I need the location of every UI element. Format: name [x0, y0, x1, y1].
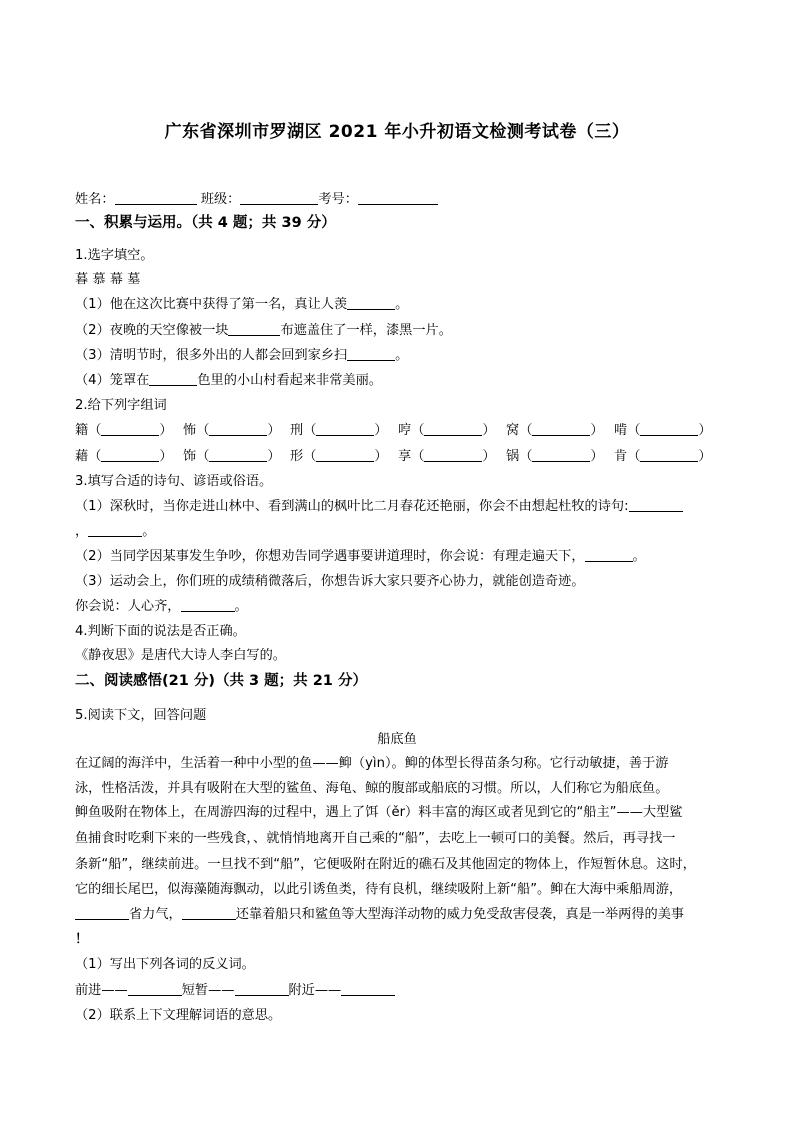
- q2-blank[interactable]: [532, 421, 590, 436]
- q2-blank[interactable]: [532, 447, 590, 462]
- q5-subquestion-2: （2）联系上下文理解词语的意思。: [75, 1008, 282, 1023]
- passage-line: 䲟鱼吸附在物体上，在周游四海的过程中，遇上了饵（ěr）料丰富的海区或者见到它的“船主”——大型鲨: [75, 805, 683, 820]
- name-label: 姓名：: [75, 192, 115, 207]
- q3-item-2: （2）当同学因某事发生争吵，你想劝告同学遇事要讲道理时，你会说：有理走遍天下， 。: [75, 549, 646, 564]
- student-info-line: [75, 190, 438, 210]
- q3-item-3-answer: 你会说：人心齐， 。: [75, 599, 248, 614]
- q2-cell: 啃（ ）: [614, 423, 712, 438]
- section-1-heading: 一、积累与运用。（共 4 题；共 39 分）: [75, 215, 336, 231]
- q2-blank[interactable]: [316, 447, 374, 462]
- q2-blank[interactable]: [209, 447, 267, 462]
- q2-cell: 籍（ ）: [75, 423, 173, 438]
- antonym-blank-1[interactable]: [128, 981, 182, 996]
- q3-stem: 3.填写合适的诗句、谚语或俗语。: [75, 474, 273, 489]
- passage-line: 在辽阔的海洋中，生活着一种中小型的鱼——䲟（yìn）。䲟的体型长得苗条匀称。它行动敏捷，善于游: [75, 756, 669, 771]
- q2-cell: 窝（ ）: [506, 423, 604, 438]
- q2-blank[interactable]: [101, 421, 159, 436]
- passage-line: ！: [75, 932, 89, 947]
- page-title: 广东省深圳市罗湖区 2021 年小升初语文检测考试卷（三）: [164, 122, 630, 142]
- name-blank[interactable]: [115, 190, 197, 205]
- q2-cell: 饰（ ）: [183, 449, 281, 464]
- q1-item-1-blank[interactable]: [347, 295, 395, 310]
- passage-blank-2[interactable]: [182, 905, 236, 920]
- q2-cell: 哼（ ）: [398, 423, 496, 438]
- q2-blank[interactable]: [101, 447, 159, 462]
- q5-subquestion-1: （1）写出下列各词的反义词。: [75, 957, 255, 972]
- q2-blank[interactable]: [316, 421, 374, 436]
- passage-blank-1[interactable]: [75, 905, 129, 920]
- q2-cell: 怖（ ）: [183, 423, 281, 438]
- q2-blank[interactable]: [640, 447, 698, 462]
- q2-blank[interactable]: [424, 447, 482, 462]
- q1-stem: 1.选字填空。: [75, 248, 154, 263]
- q2-cell: 刑（ ）: [290, 423, 388, 438]
- q2-cell: 享（ ）: [398, 449, 496, 464]
- q4-stem: 4.判断下面的说法是否正确。: [75, 624, 246, 639]
- class-blank[interactable]: [240, 190, 318, 205]
- antonym-blank-2[interactable]: [235, 981, 289, 996]
- q3-item-2-blank[interactable]: [585, 547, 633, 562]
- passage-line: 鱼捕食时吃剩下来的一些残食，、就悄悄地离开自己乘的“船”，去吃上一顿可口的美餐。然后，再寻找一: [75, 831, 676, 846]
- q3-item-1: （1）深秋时，当你走进山林中、看到满山的枫叶比二月春花还艳丽，你会不由想起杜牧的诗句:: [75, 497, 683, 517]
- q2-blank[interactable]: [640, 421, 698, 436]
- q3-item-1-cont: ， 。: [75, 524, 156, 539]
- q2-blank[interactable]: [209, 421, 267, 436]
- q2-cell: 形（ ）: [290, 449, 388, 464]
- number-label: 考号：: [318, 192, 358, 207]
- passage-title: 船底鱼: [377, 732, 417, 747]
- antonym-blank-3[interactable]: [341, 981, 395, 996]
- q4-statement: 《静夜思》是唐代大诗人李白写的。: [75, 648, 286, 663]
- q1-item-2-blank[interactable]: [228, 321, 280, 336]
- q1-item-4: （4）笼罩在 色里的小山村看起来非常美丽。: [75, 373, 382, 388]
- q3-item-3: （3）运动会上，你们班的成绩稍微落后，你想告诉大家只要齐心协力，就能创造奇迹。: [75, 574, 585, 589]
- q3-item-3-blank[interactable]: [181, 597, 235, 612]
- q1-item-2: （2）夜晚的天空像被一块 布遮盖住了一样，漆黑一片。: [75, 323, 452, 338]
- class-label: 班级：: [200, 192, 241, 207]
- passage-line: 它的细长尾巴，似海藻随海飘动，以此引诱鱼类，待有良机，继续吸附上新“船”。䲟在大海中乘船周游，: [75, 882, 683, 897]
- q5-antonym-line: 前进—— 短暂—— 附近——: [75, 981, 395, 1001]
- number-blank[interactable]: [358, 190, 438, 205]
- q3-item-1-blank-a[interactable]: [629, 497, 683, 512]
- q2-row-1: [75, 421, 715, 441]
- q2-row-2: [75, 447, 715, 467]
- section-2-heading: 二、阅读感悟(21 分)（共 3 题；共 21 分）: [75, 673, 367, 689]
- q2-cell: 肯（ ）: [614, 449, 712, 464]
- q1-item-1: （1）他在这次比赛中获得了第一名，真让人羡 。: [75, 297, 409, 312]
- q1-item-3: （3）清明节时，很多外出的人都会回到家乡扫 。: [75, 348, 409, 363]
- q5-stem: 5.阅读下文，回答问题: [75, 708, 207, 723]
- q2-cell: 锅（ ）: [506, 449, 604, 464]
- q1-item-4-blank[interactable]: [149, 371, 197, 386]
- q3-item-1-blank-b[interactable]: [88, 522, 142, 537]
- q2-blank[interactable]: [424, 421, 482, 436]
- q2-stem: 2.给下列字组词: [75, 398, 167, 413]
- q2-cell: 藉（ ）: [75, 449, 173, 464]
- passage-line: 泳，性格活泼，并具有吸附在大型的鲨鱼、海龟、鲸的腹部或船底的习惯。所以，人们称它为船底鱼。: [75, 781, 669, 796]
- q1-item-3-blank[interactable]: [347, 346, 395, 361]
- q1-char-options: 暮 慕 幕 墓: [75, 272, 141, 287]
- passage-line: 省力气， 还靠着船只和鲨鱼等大型海洋动物的威力免受敌害侵袭，真是一举两得的美事: [75, 905, 684, 925]
- passage-line: 条新“船”，继续前进。一旦找不到“船”，它便吸附在附近的礁石及其他固定的物体上，作短暂休息。这时，: [75, 857, 696, 872]
